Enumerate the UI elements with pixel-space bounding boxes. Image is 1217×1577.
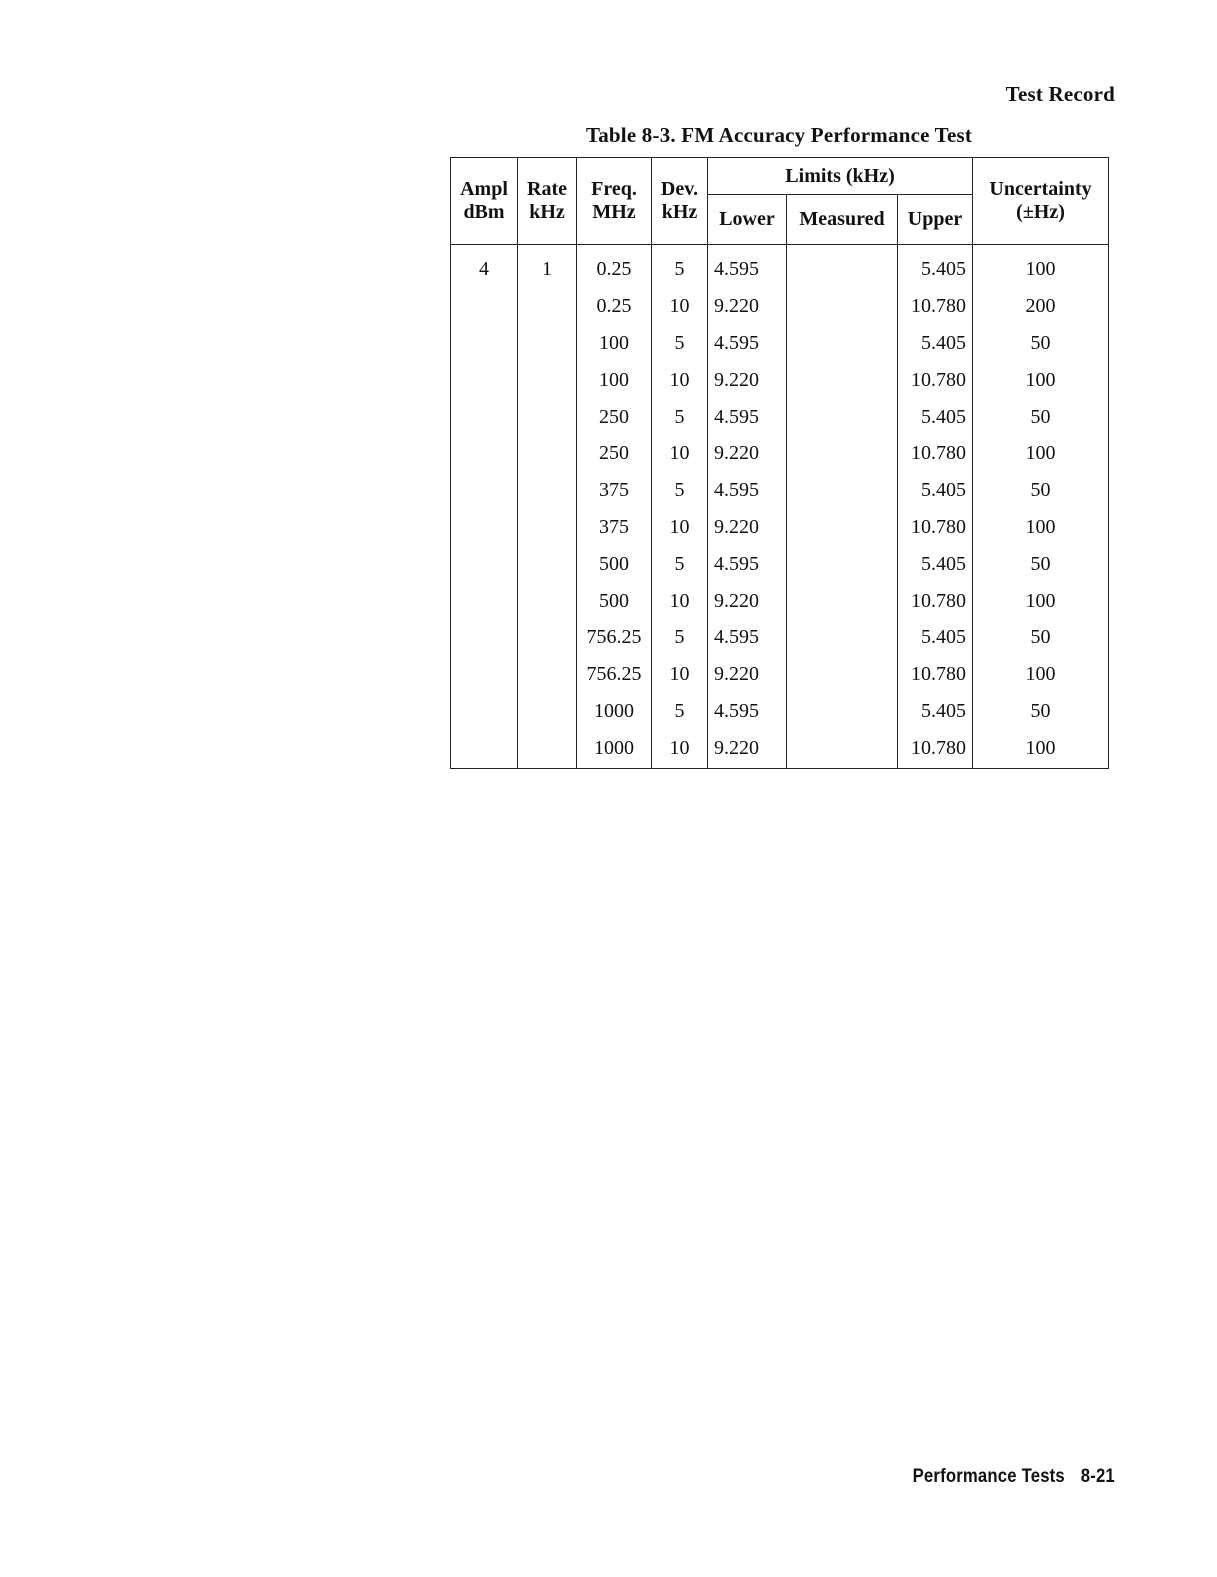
cell-ampl: 4 [451,245,518,288]
cell-rate [518,656,577,693]
cell-rate [518,729,577,768]
cell-dev: 5 [652,398,708,435]
cell-measured[interactable] [787,325,898,362]
table-row [451,472,1109,509]
header-ampl-line2: dBm [463,201,505,223]
header-dev [652,158,708,245]
cell-upper: 5.405 [898,245,973,288]
cell-ampl [451,693,518,730]
cell-upper: 10.780 [898,509,973,546]
header-ampl [451,158,518,245]
table-row [451,435,1109,472]
cell-dev: 10 [652,435,708,472]
cell-rate [518,619,577,656]
cell-rate [518,545,577,582]
table-row [451,509,1109,546]
cell-dev: 10 [652,288,708,325]
table-row [451,398,1109,435]
cell-ampl [451,729,518,768]
cell-upper: 10.780 [898,435,973,472]
cell-freq: 500 [577,582,652,619]
cell-ampl [451,582,518,619]
cell-dev: 10 [652,582,708,619]
cell-lower: 4.595 [708,472,787,509]
cell-dev: 5 [652,619,708,656]
cell-measured[interactable] [787,435,898,472]
cell-lower: 4.595 [708,245,787,288]
footer-section: Performance Tests [912,1466,1065,1487]
cell-ampl [451,545,518,582]
cell-uncertainty: 200 [973,288,1109,325]
cell-lower: 4.595 [708,619,787,656]
running-header: Test Record [1005,82,1115,106]
cell-ampl [451,509,518,546]
header-ampl-line1: Ampl [460,178,508,200]
cell-uncertainty: 100 [973,245,1109,288]
header-rate-line2: kHz [529,201,565,223]
cell-upper: 5.405 [898,398,973,435]
cell-lower: 9.220 [708,582,787,619]
cell-uncertainty: 50 [973,545,1109,582]
running-footer [913,1466,1115,1488]
cell-measured[interactable] [787,398,898,435]
cell-dev: 5 [652,472,708,509]
table-row [451,729,1109,768]
table-row [451,325,1109,362]
header-uncertainty [973,158,1109,245]
cell-uncertainty: 100 [973,656,1109,693]
cell-lower: 9.220 [708,729,787,768]
cell-measured[interactable] [787,361,898,398]
cell-upper: 5.405 [898,472,973,509]
table-row [451,582,1109,619]
cell-rate [518,398,577,435]
table-row [451,288,1109,325]
cell-freq: 1000 [577,693,652,730]
cell-dev: 5 [652,693,708,730]
cell-lower: 4.595 [708,325,787,362]
cell-lower: 4.595 [708,693,787,730]
header-lower: Lower [708,195,787,245]
cell-freq: 100 [577,361,652,398]
cell-uncertainty: 50 [973,472,1109,509]
cell-measured[interactable] [787,656,898,693]
table-row [451,545,1109,582]
cell-measured[interactable] [787,472,898,509]
cell-rate [518,472,577,509]
cell-upper: 5.405 [898,545,973,582]
header-uncertainty-line1: Uncertainty [989,178,1092,200]
cell-freq: 756.25 [577,656,652,693]
cell-ampl [451,435,518,472]
cell-freq: 375 [577,472,652,509]
cell-uncertainty: 100 [973,509,1109,546]
cell-freq: 375 [577,509,652,546]
cell-upper: 10.780 [898,656,973,693]
cell-dev: 10 [652,656,708,693]
cell-measured[interactable] [787,582,898,619]
cell-rate [518,693,577,730]
cell-dev: 10 [652,361,708,398]
cell-ampl [451,288,518,325]
cell-freq: 500 [577,545,652,582]
cell-rate [518,509,577,546]
table-body [451,245,1109,769]
cell-upper: 5.405 [898,325,973,362]
cell-measured[interactable] [787,619,898,656]
cell-upper: 10.780 [898,361,973,398]
cell-uncertainty: 50 [973,619,1109,656]
cell-ampl [451,656,518,693]
cell-rate: 1 [518,245,577,288]
cell-lower: 4.595 [708,398,787,435]
header-uncertainty-line2: (±Hz) [1016,201,1065,223]
cell-uncertainty: 50 [973,398,1109,435]
cell-dev: 5 [652,325,708,362]
cell-lower: 9.220 [708,509,787,546]
header-freq [577,158,652,245]
cell-measured[interactable] [787,245,898,288]
cell-dev: 10 [652,509,708,546]
cell-lower: 9.220 [708,361,787,398]
header-rate-line1: Rate [527,178,567,200]
header-dev-line2: kHz [661,201,698,223]
cell-measured[interactable] [787,693,898,730]
cell-freq: 100 [577,325,652,362]
cell-uncertainty: 100 [973,582,1109,619]
cell-rate [518,582,577,619]
header-dev-line1: Dev. [660,178,699,200]
cell-freq: 250 [577,398,652,435]
table-row [451,361,1109,398]
header-upper: Upper [898,195,973,245]
cell-lower: 9.220 [708,288,787,325]
cell-dev: 5 [652,245,708,288]
cell-lower: 9.220 [708,435,787,472]
cell-uncertainty: 100 [973,361,1109,398]
cell-uncertainty: 50 [973,325,1109,362]
cell-freq: 0.25 [577,288,652,325]
cell-dev: 10 [652,729,708,768]
cell-upper: 10.780 [898,582,973,619]
header-limits: Limits (kHz) [708,158,973,195]
cell-uncertainty: 100 [973,729,1109,768]
cell-freq: 756.25 [577,619,652,656]
cell-measured[interactable] [787,545,898,582]
cell-uncertainty: 100 [973,435,1109,472]
header-measured: Measured [787,195,898,245]
footer-page-number: 8-21 [1080,1466,1115,1487]
cell-upper: 5.405 [898,693,973,730]
cell-rate [518,361,577,398]
header-freq-line2: MHz [592,201,636,223]
cell-upper: 10.780 [898,288,973,325]
cell-freq: 250 [577,435,652,472]
table-row [451,693,1109,730]
cell-ampl [451,619,518,656]
cell-ampl [451,398,518,435]
header-freq-line1: Freq. [591,178,637,200]
cell-measured[interactable] [787,509,898,546]
cell-rate [518,288,577,325]
table-caption: Table 8-3. FM Accuracy Performance Test [585,123,973,147]
cell-freq: 0.25 [577,245,652,288]
cell-lower: 9.220 [708,656,787,693]
cell-upper: 5.405 [898,619,973,656]
cell-dev: 5 [652,545,708,582]
cell-ampl [451,472,518,509]
cell-rate [518,325,577,362]
table-row [451,656,1109,693]
cell-rate [518,435,577,472]
cell-lower: 4.595 [708,545,787,582]
cell-ampl [451,325,518,362]
cell-ampl [451,361,518,398]
fm-accuracy-table [450,157,1109,769]
table-row [451,245,1109,288]
cell-measured[interactable] [787,288,898,325]
cell-freq: 1000 [577,729,652,768]
cell-uncertainty: 50 [973,693,1109,730]
cell-measured[interactable] [787,729,898,768]
table-row [451,619,1109,656]
header-rate [518,158,577,245]
cell-upper: 10.780 [898,729,973,768]
